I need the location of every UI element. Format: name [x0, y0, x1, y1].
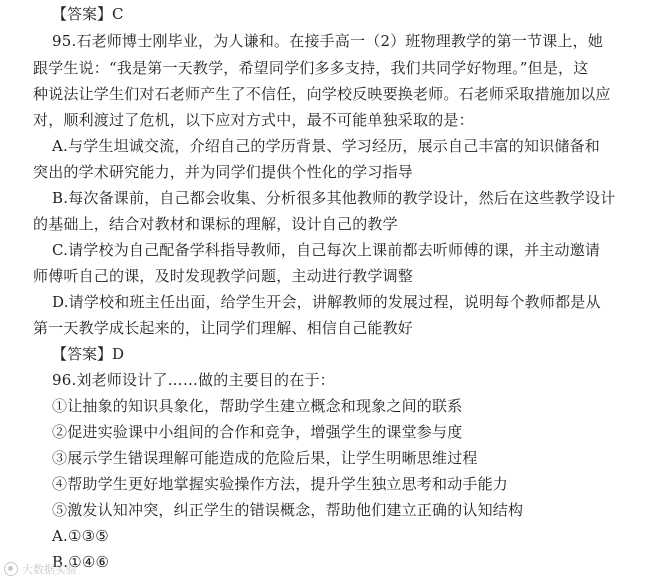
- option-d-line-2: 第一天教学成长起来的，让同学们理解、相信自己能教好: [33, 319, 414, 337]
- option-b-line-2: 的基础上，结合对教材和课标的理解，设计自己的教学: [33, 215, 398, 233]
- option-d-line-1: D.请学校和班主任出面，给学生开会，讲解教师的发展过程，说明每个教师都是从: [52, 293, 601, 311]
- statement-3: ③展示学生错误理解可能造成的危险后果，让学生明晰思维过程: [52, 449, 478, 467]
- question-95-stem-line-2: 跟学生说：“我是第一天教学，希望同学们多多支持，我们共同学好物理。”但是，这: [33, 59, 589, 77]
- option-96-a: A.①③⑤: [52, 527, 109, 545]
- watermark-text: 大数据实验: [22, 563, 77, 576]
- option-b-line-1: B.每次备课前，自己都会收集、分析很多其他教师的教学设计，然后在这些教学设计: [52, 189, 616, 207]
- statement-2: ②促进实验课中小组间的合作和竞争，增强学生的课堂参与度: [52, 423, 463, 441]
- answer-label-96: 【答案】D: [52, 345, 125, 363]
- answer-label-95: 【答案】C: [52, 5, 124, 23]
- statement-5: ⑤激发认知冲突，纠正学生的错误概念，帮助他们建立正确的认知结构: [52, 501, 524, 519]
- question-96-stem: 96.刘老师设计了……做的主要目的在于：: [52, 371, 335, 389]
- statement-4: ④帮助学生更好地掌握实验操作方法，提升学生独立思考和动手能力: [52, 475, 509, 493]
- statement-1: ①让抽象的知识具象化，帮助学生建立概念和现象之间的联系: [52, 397, 463, 415]
- option-c-line-1: C.请学校为自己配备学科指导教师，自己每次上课前都去听师傅的课，并主动邀请: [52, 241, 601, 259]
- option-c-line-2: 师傅听自己的课，及时发现教学问题，主动进行教学调整: [33, 267, 414, 285]
- question-95-stem-line-4: 对，顺利渡过了危机，以下应对方式中，最不可能单独采取的是：: [33, 111, 474, 129]
- option-96-b: B.①④⑥: [52, 553, 110, 571]
- question-95-stem-line-1: 95.石老师博士刚毕业，为人谦和。在接手高一（2）班物理教学的第一节课上，她: [52, 32, 604, 50]
- watermark: [4, 561, 77, 577]
- option-a-line-1: A.与学生坦诚交流，介绍自己的学历背景、学习经历，展示自己丰富的知识储备和: [52, 137, 601, 155]
- question-95-stem-line-3: 种说法让学生们对石老师产生了不信任，向学校反映要换老师。石老师采取措施加以应: [33, 85, 611, 103]
- watermark-logo-icon: [4, 562, 18, 576]
- option-a-line-2: 突出的学术研究能力，并为同学们提供个性化的学习指导: [33, 163, 414, 181]
